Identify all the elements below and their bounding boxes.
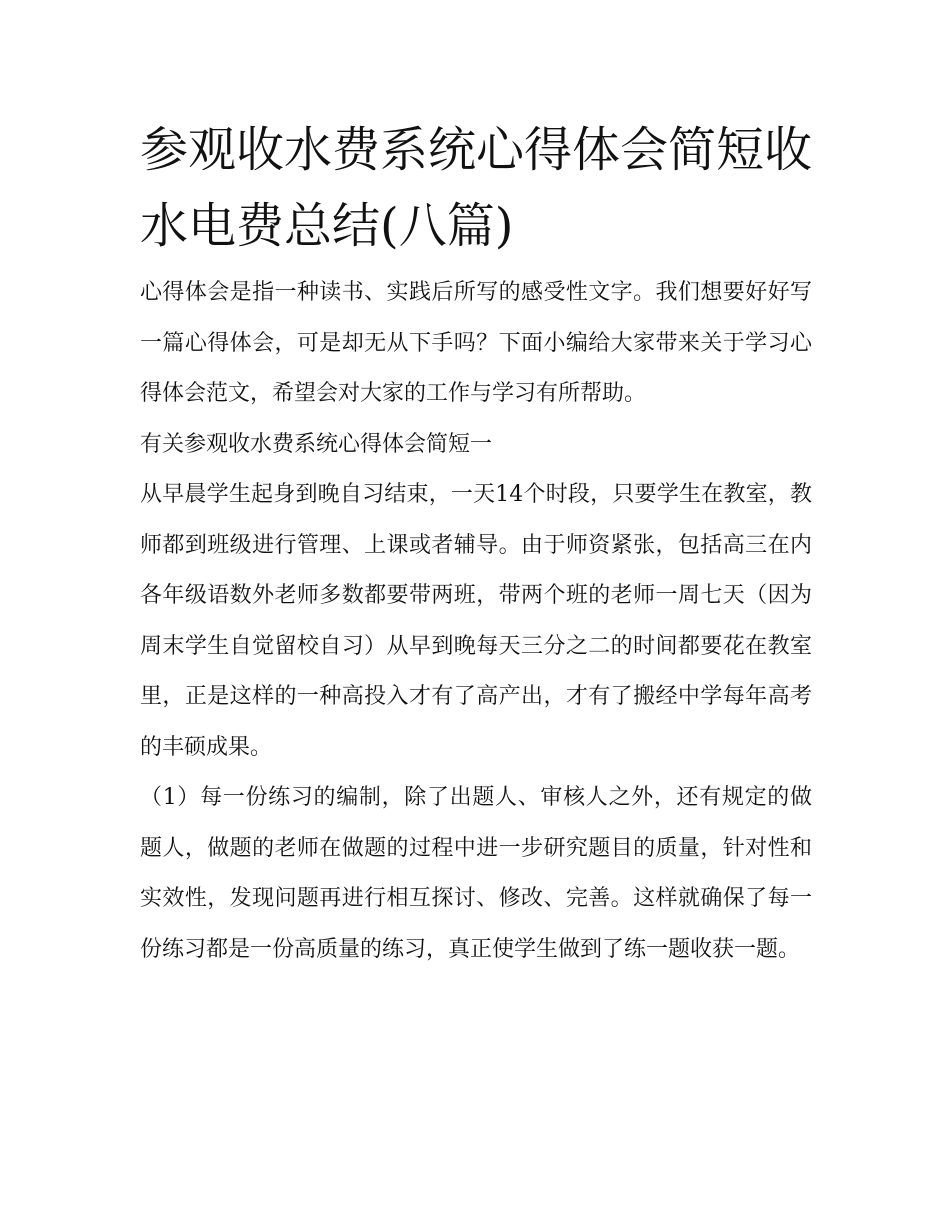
section-heading: 有关参观收水费系统心得体会简短一 bbox=[140, 431, 493, 457]
body-paragraph-1: 从早晨学生起身到晚自习结束，一天14个时段，只要学生在教室，教师都到班级进行管理、上课或者辅导。由于师资紧张，包括高三在内各年级语数外老师多数都要带两班，带两个班的老师一周七天（因为周末学生自觉留校自习）从早到晚每天三分之二的时间都要花在教室里，正是这样的一种高投入才有了高产出，才有了搬经中学每年高考的丰硕成果。 bbox=[140, 482, 812, 760]
document-body bbox=[140, 112, 812, 975]
body-paragraph-2: （1）每一份练习的编制，除了出题人、审核人之外，还有规定的做题人，做题的老师在做题的过程中进一步研究题目的质量，针对性和实效性，发现问题再进行相互探讨、修改、完善。这样就确保了每一份练习都是一份高质量的练习，真正使学生做到了练一题收获一题。 bbox=[140, 785, 812, 962]
document-title: 参观收水费系统心得体会简短收水电费总结(八篇) bbox=[140, 122, 813, 254]
intro-paragraph: 心得体会是指一种读书、实践后所写的感受性文字。我们想要好好写一篇心得体会，可是却无从下手吗？下面小编给大家带来关于学习心得体会范文，希望会对大家的工作与学习有所帮助。 bbox=[140, 280, 812, 406]
